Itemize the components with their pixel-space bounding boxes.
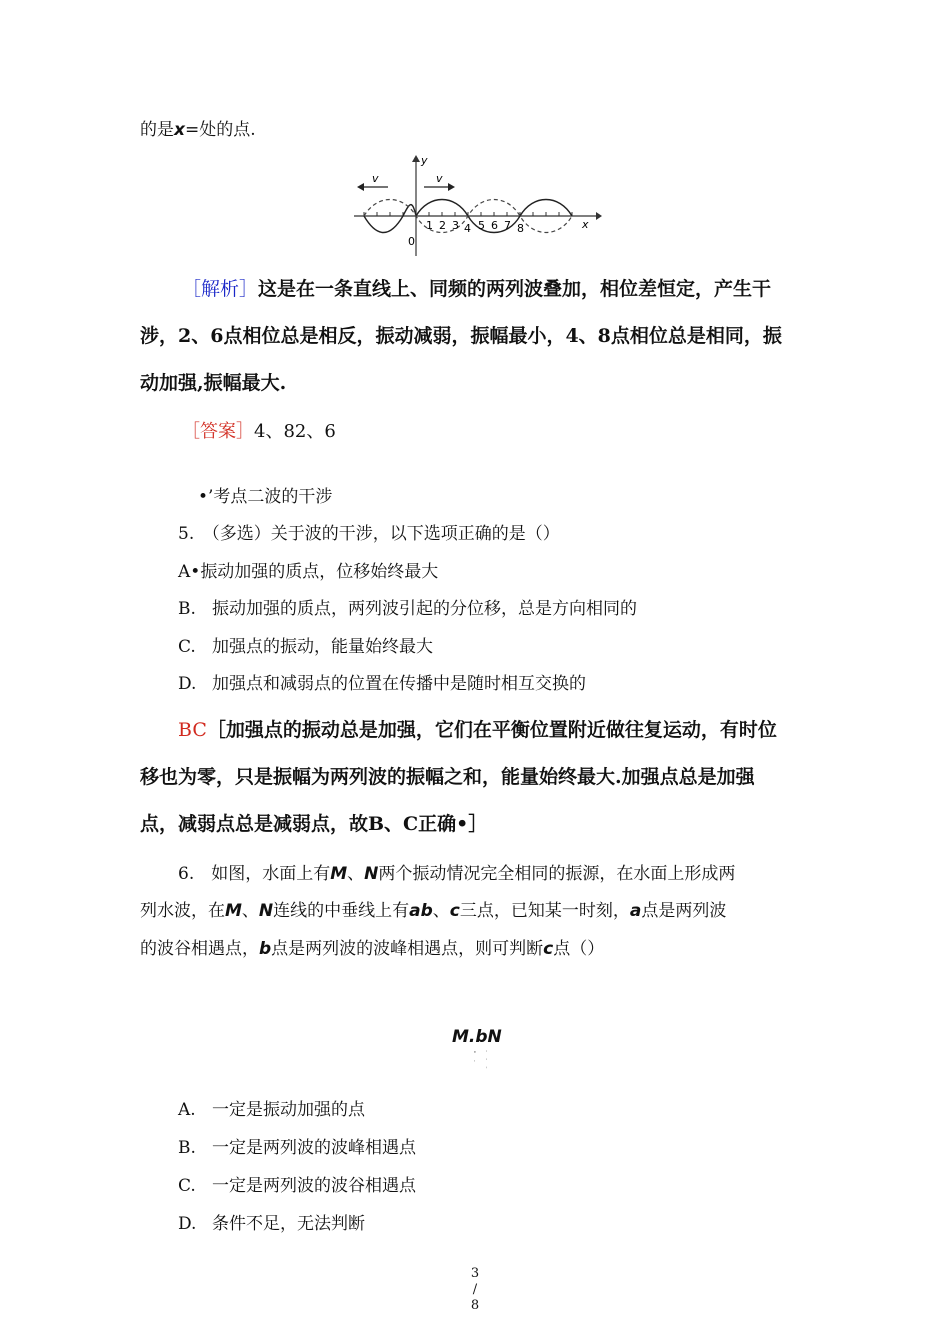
top-line: 的是x=处的点. bbox=[140, 120, 256, 140]
page-number-total: 8 bbox=[470, 1298, 480, 1313]
origin-label: 0 bbox=[408, 235, 415, 248]
tick-label-4: 4 bbox=[464, 222, 471, 235]
q6-option-b: B. 一定是两列波的波峰相遇点 bbox=[178, 1138, 416, 1158]
right-arrow-icon bbox=[448, 183, 455, 191]
q5-option-b: B. 振动加强的质点，两列波引起的分位移，总是方向相同的 bbox=[178, 599, 637, 619]
page-number-sep: / bbox=[472, 1282, 478, 1297]
q6-figure-label: M.bN bbox=[452, 1027, 502, 1047]
q6-line-3: 的波谷相遇点，b点是两列波的波峰相遇点，则可判断c点（） bbox=[140, 939, 605, 959]
wave-figure bbox=[352, 152, 602, 260]
q5-option-c: C. 加强点的振动，能量始终最大 bbox=[178, 637, 433, 657]
q5-explanation-line-2: 移也为零，只是振幅为两列波的振幅之和，能量始终最大.加强点总是加强 bbox=[140, 766, 755, 788]
q5-explanation-line-3: 点，减弱点总是减弱点，故B、C正确•］ bbox=[140, 813, 488, 835]
page-number-current: 3 bbox=[470, 1266, 480, 1281]
tick-label-1: 1 bbox=[426, 219, 433, 232]
q5-option-d: D. 加强点和减弱点的位置在传播中是随时相互交换的 bbox=[178, 674, 586, 694]
tick-label-5: 5 bbox=[478, 219, 485, 232]
tick-label-3: 3 bbox=[452, 219, 459, 232]
analysis-line-2: 涉，2、6点相位总是相反，振动减弱，振幅最小，4、8点相位总是相同，振 bbox=[140, 325, 782, 347]
q6-line-2: 列水波，在M、N连线的中垂线上有ab、c三点，已知某一时刻，a点是两列波 bbox=[140, 901, 727, 921]
q5-answer-code: BC bbox=[178, 719, 207, 741]
tick-label-8: 8 bbox=[517, 222, 524, 235]
q6-option-d: D. 条件不足，无法判断 bbox=[178, 1214, 365, 1234]
q6-option-a: A. 一定是振动加强的点 bbox=[178, 1100, 365, 1120]
answer-tag: ［答案］ bbox=[182, 421, 254, 442]
right-velocity-label: v bbox=[436, 172, 443, 185]
section-title: •’考点二波的干涉 bbox=[198, 487, 333, 507]
left-arrow-icon bbox=[357, 183, 364, 191]
q5-explanation-line-1: BC［加强点的振动总是加强，它们在平衡位置附近做往复运动，有时位 bbox=[178, 719, 777, 741]
q6-option-c: C. 一定是两列波的波谷相遇点 bbox=[178, 1176, 416, 1196]
q6-figure-marks: - - - ∙ - bbox=[471, 1050, 490, 1075]
analysis-line-3: 动加强,振幅最大. bbox=[140, 372, 287, 394]
y-axis-label: y bbox=[421, 154, 428, 167]
q6-line-1: 6. 如图，水面上有M、N两个振动情况完全相同的振源，在水面上形成两 bbox=[178, 864, 736, 884]
q5-option-a: A•振动加强的质点，位移始终最大 bbox=[178, 562, 439, 582]
left-velocity-label: v bbox=[372, 172, 379, 185]
analysis-tag: ［解析］ bbox=[182, 278, 259, 300]
tick-label-6: 6 bbox=[491, 219, 498, 232]
q5-stem: 5. （多选）关于波的干涉，以下选项正确的是（） bbox=[178, 524, 560, 544]
answer-line: ［答案］4、82、6 bbox=[182, 421, 336, 442]
page-number bbox=[465, 1266, 485, 1314]
tick-label-7: 7 bbox=[504, 219, 511, 232]
tick-label-2: 2 bbox=[439, 219, 446, 232]
x-axis-label: x bbox=[582, 218, 589, 231]
analysis-line-1: ［解析］这是在一条直线上、同频的两列波叠加，相位差恒定，产生干 bbox=[182, 278, 772, 300]
